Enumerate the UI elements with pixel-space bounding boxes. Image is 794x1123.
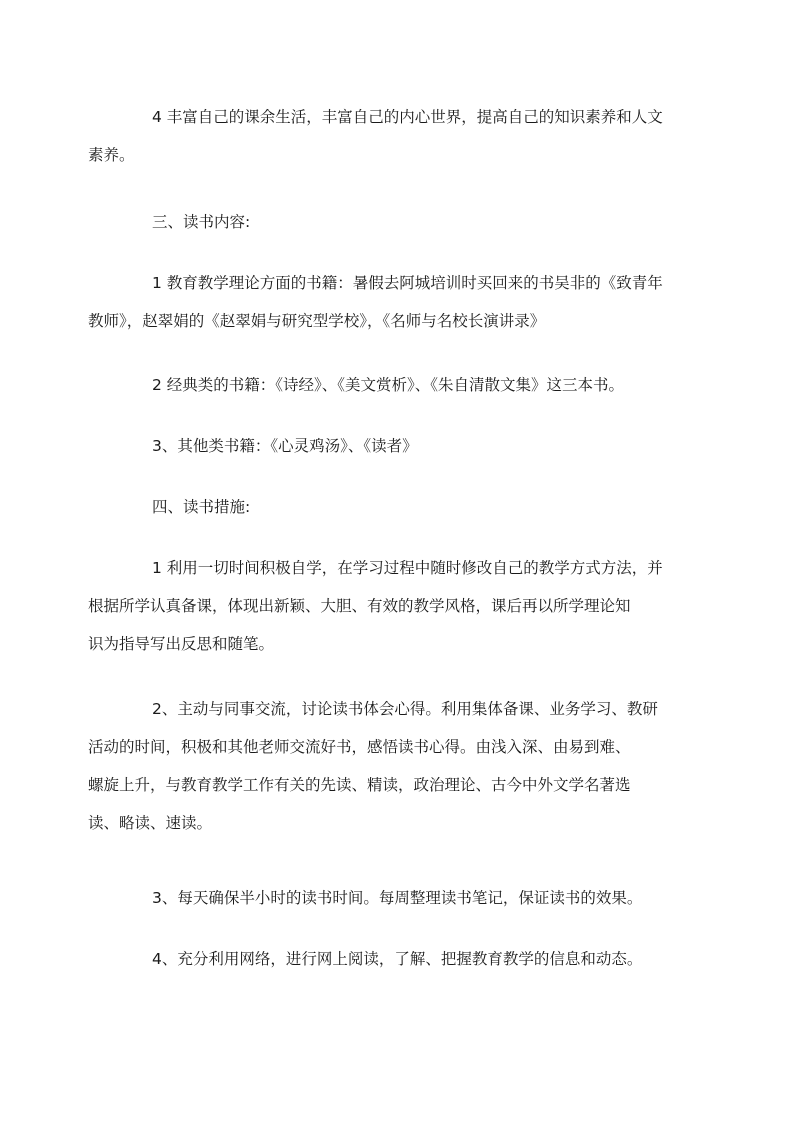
text-line: 3、每天确保半小时的读书时间。每周整理读书笔记，保证读书的效果。 [152,889,643,907]
text-line: 素养。 [88,146,135,164]
text-line: 教师》，赵翠娟的《赵翠娟与研究型学校》，《名师与名校长演讲录》 [88,312,546,330]
paragraph-content-3 [120,427,680,465]
text-line: 2、主动与同事交流，讨论读书体会心得。利用集体备课、业务学习、教研 [152,700,658,718]
paragraph-content-1 [88,264,680,340]
text-line: 1 利用一切时间积极自学，在学习过程中随时修改自己的教学方式方法，并 [152,559,663,577]
text-line: 4、充分利用网络，进行网上阅读，了解、把握教育教学的信息和动态。 [152,950,643,968]
text-line: 2 经典类的书籍：《诗经》、《美文赏析》、《朱自清散文集》这三本书。 [152,376,625,394]
paragraph-measure-4 [120,940,680,978]
text-line: 读、略读、速读。 [88,814,213,832]
text-line: 根据所学认真备课，体现出新颖、大胆、有效的教学风格，课后再以所学理论知 [88,597,631,615]
section-heading-reading-content [120,203,680,241]
paragraph-content-2 [120,366,680,404]
paragraph-measure-1 [88,549,680,663]
text-line: 识为指导写出反思和随笔。 [88,635,275,653]
text-line: 4 丰富自己的课余生活，丰富自己的内心世界，提高自己的知识素养和人文 [152,108,663,126]
text-line: 活动的时间，积极和其他老师交流好书，感悟读书心得。由浅入深、由易到难、 [88,738,631,756]
paragraph-measure-2 [88,690,680,842]
text-line: 1 教育教学理论方面的书籍：暑假去阿城培训时买回来的书吴非的《致青年 [152,274,663,292]
section-heading-reading-measures [120,488,680,526]
heading-text: 三、读书内容: [152,213,251,231]
paragraph-measure-3 [120,879,680,917]
text-line: 螺旋上升，与教育教学工作有关的先读、精读，政治理论、古今中外文学名著选 [88,776,631,794]
paragraph-goal-4 [88,98,680,174]
text-line: 3、其他类书籍：《心灵鸡汤》、《读者》 [152,437,418,455]
heading-text: 四、读书措施: [152,498,251,516]
